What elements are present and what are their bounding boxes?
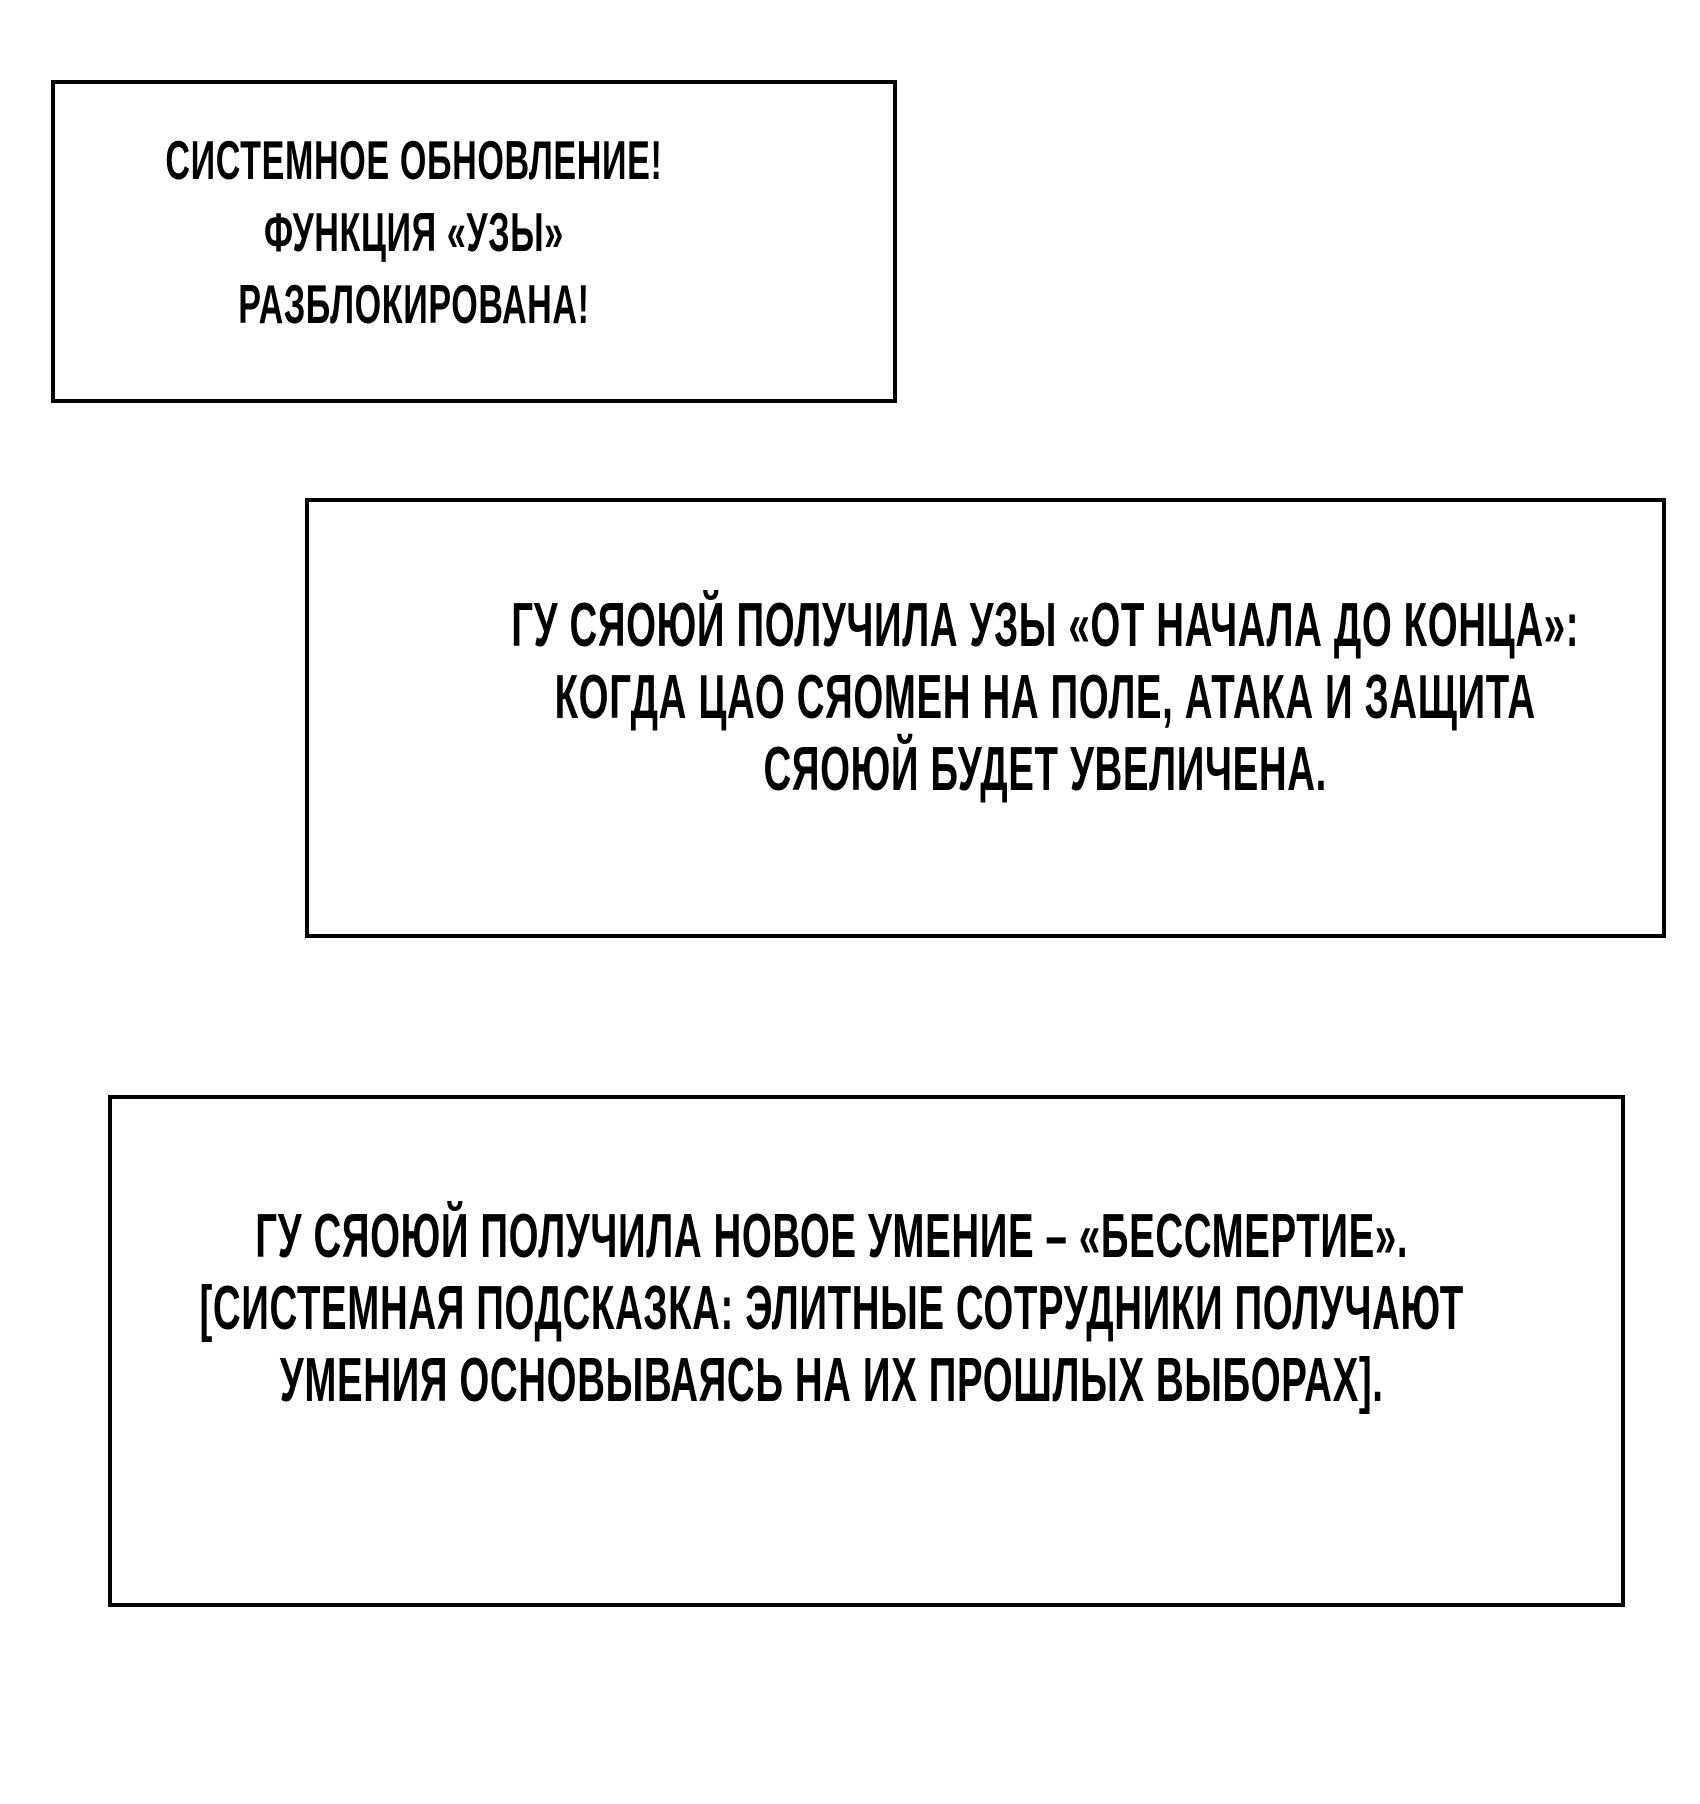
message-line: ГУ СЯОЮЙ ПОЛУЧИЛА УЗЫ «ОТ НАЧАЛА ДО КОНЦА»: xyxy=(511,591,1580,660)
message-line: ГУ СЯОЮЙ ПОЛУЧИЛА НОВОЕ УМЕНИЕ – «БЕССМЕРТИЕ». xyxy=(255,1201,1408,1271)
message-line: РАЗБЛОКИРОВАНА! xyxy=(238,272,590,335)
message-line: КОГДА ЦАО СЯОМЕН НА ПОЛЕ, АТАКА И ЗАЩИТА xyxy=(554,663,1537,732)
system-message-panel-2 xyxy=(305,498,1666,938)
system-message-text xyxy=(165,124,662,340)
message-line: [СИСТЕМНАЯ ПОДСКАЗКА: ЭЛИТНЫЕ СОТРУДНИКИ ПОЛУЧАЮТ xyxy=(199,1273,1464,1343)
system-message-panel-1 xyxy=(51,80,897,403)
system-message-panel-3 xyxy=(108,1095,1625,1607)
message-line: СИСТЕМНОЕ ОБНОВЛЕНИЕ! xyxy=(165,128,663,191)
message-line: УМЕНИЯ ОСНОВЫВАЯСЬ НА ИХ ПРОШЛЫХ ВЫБОРАХ]. xyxy=(279,1345,1384,1415)
message-line: СЯОЮЙ БУДЕТ УВЕЛИЧЕНА. xyxy=(763,735,1328,804)
system-message-text xyxy=(512,590,1580,806)
system-message-text xyxy=(199,1201,1463,1417)
message-line: ФУНКЦИЯ «УЗЫ» xyxy=(264,200,564,263)
